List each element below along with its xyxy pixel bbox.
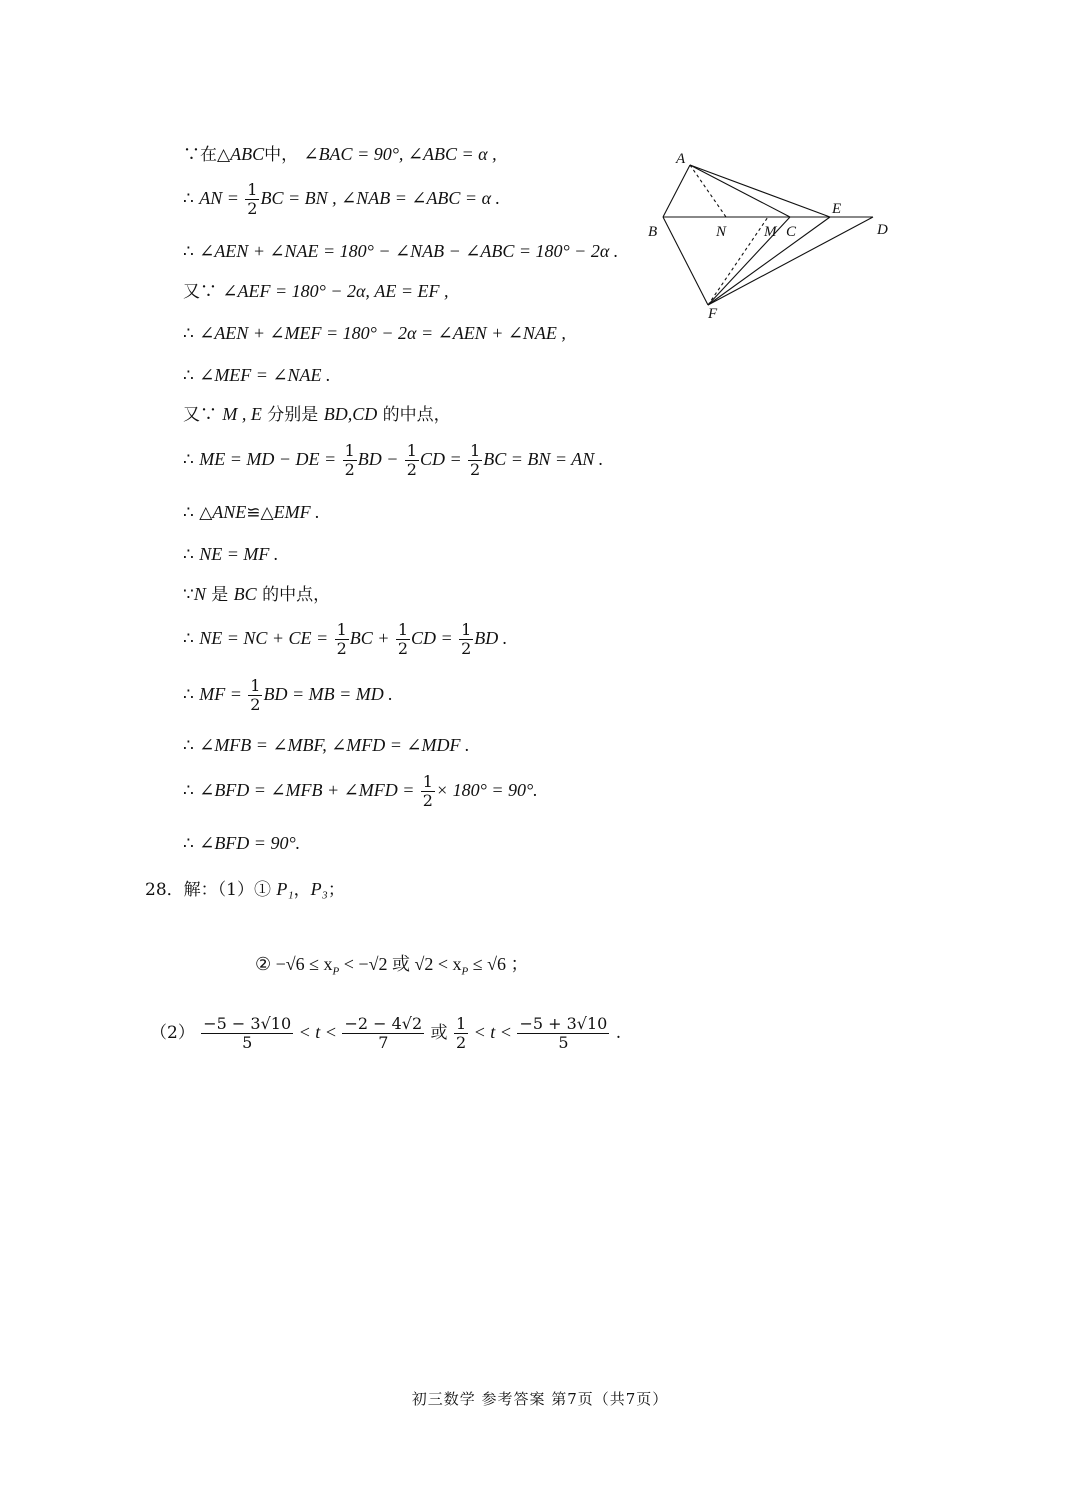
- me-term-2: CD =: [419, 449, 462, 469]
- q28-sep: ，: [293, 880, 311, 900]
- proof-line-11: [183, 585, 330, 604]
- fraction-half: [459, 622, 473, 657]
- line-16-pre: ∴: [183, 834, 200, 854]
- segment-an-dashed: [690, 165, 726, 217]
- f4-num: −5 + 3√10: [519, 1014, 608, 1033]
- proof-line-12: [183, 622, 507, 657]
- me-term-1: BD −: [357, 449, 399, 469]
- proof-line-3: [183, 242, 618, 261]
- line-10-pre: ∴: [183, 545, 200, 565]
- line-1-math: ABC: [230, 144, 265, 164]
- ne-term-2: CD =: [411, 628, 453, 648]
- f4-den: 5: [558, 1033, 569, 1052]
- line-2-pre: ∴: [183, 189, 200, 209]
- f3-num: 1: [455, 1014, 467, 1033]
- segment-bf: [663, 217, 708, 305]
- line-4-pre: 又∵: [183, 282, 223, 302]
- f1-den: 5: [242, 1033, 253, 1052]
- fraction-half: [335, 622, 349, 657]
- line-11-post: 的中点，: [256, 585, 331, 605]
- segment-ae: [690, 165, 830, 217]
- q28-p1: P₁: [276, 879, 294, 899]
- frac-num: 1: [336, 620, 347, 639]
- label-f: F: [708, 306, 718, 322]
- lt-t-2: < t <: [469, 1022, 517, 1042]
- line-15-math: ∠BFD = ∠MFB + ∠MFD =: [199, 780, 415, 800]
- frac-num: 1: [470, 441, 481, 460]
- mf-tail: BD = MB = MD .: [263, 684, 393, 704]
- line-1-pre: ∵在△: [183, 145, 231, 165]
- line-3-pre: ∴: [183, 242, 200, 262]
- line-1-tail: ∠BAC = 90°, ∠ABC = α ,: [303, 144, 497, 164]
- q28-part3-label: （2）: [150, 1023, 195, 1043]
- frac-den: 2: [344, 460, 355, 479]
- fraction-half: [343, 443, 357, 478]
- period: .: [610, 1023, 622, 1043]
- line-11-pre: ∵: [183, 585, 194, 605]
- frac-num: 1: [461, 620, 472, 639]
- line-11-tail: BC: [233, 584, 257, 604]
- frac-den: 2: [470, 460, 481, 479]
- line-10-math: NE = MF .: [199, 544, 279, 564]
- line-9-tail: EMF .: [273, 502, 320, 522]
- f1-num: −5 − 3√10: [203, 1014, 292, 1033]
- f3-den: 2: [455, 1033, 467, 1052]
- q28-end: ；: [327, 880, 345, 900]
- fraction-half: [245, 182, 259, 217]
- q28-line-3: [150, 1016, 621, 1051]
- proof-line-6: [183, 366, 331, 385]
- line-7-mid: 分别是: [261, 405, 324, 425]
- frac-den: 2: [461, 639, 472, 658]
- line-9-mid: ≌△: [246, 503, 274, 523]
- frac-num: 1: [247, 180, 258, 199]
- line-13-pre: ∴: [183, 685, 200, 705]
- f2-num: −2 − 4√2: [344, 1014, 423, 1033]
- fraction-half: [248, 678, 262, 713]
- fraction-half: [396, 622, 410, 657]
- proof-line-5: [183, 324, 566, 343]
- fraction-2: [342, 1016, 424, 1051]
- proof-line-7: [183, 405, 451, 424]
- frac-den: 2: [422, 791, 433, 810]
- line-2-math: AN =: [199, 188, 239, 208]
- fraction-3: [454, 1016, 468, 1051]
- frac-num: 1: [250, 676, 261, 695]
- fraction-1: [201, 1016, 293, 1051]
- line-2-tail: BC = BN , ∠NAB = ∠ABC = α .: [260, 188, 501, 208]
- q28-part2-c: ≤ √6 ；: [468, 954, 529, 974]
- line-12-pre: ∴: [183, 629, 200, 649]
- line-4-math: ∠AEF = 180° − 2α, AE = EF ,: [222, 281, 449, 301]
- proof-line-1: [183, 145, 497, 164]
- line-14-pre: ∴: [183, 736, 200, 756]
- segment-ab: [663, 165, 690, 217]
- line-6-pre: ∴: [183, 366, 200, 386]
- line-7-math: M , E: [222, 404, 262, 424]
- proof-line-14: [183, 736, 469, 755]
- line-8-math: ME = MD − DE =: [199, 449, 337, 469]
- frac-num: 1: [397, 620, 409, 639]
- line-5-math: ∠AEN + ∠MEF = 180° − 2α = ∠AEN + ∠NAE ,: [199, 323, 566, 343]
- bfd-tail: × 180° = 90°.: [435, 780, 538, 800]
- q28-part2-a: ② −√6 ≤ x: [255, 954, 333, 974]
- proof-line-8: [183, 443, 603, 478]
- proof-line-4: [183, 282, 449, 301]
- ne-term-1: BC +: [349, 628, 390, 648]
- line-11-mid: 是: [205, 585, 234, 605]
- line-6-math: ∠MEF = ∠NAE .: [199, 365, 331, 385]
- segment-ac: [690, 165, 790, 217]
- proof-line-13: [183, 678, 393, 713]
- frac-den: 2: [406, 460, 417, 479]
- line-1-mid: 中，: [264, 145, 299, 165]
- frac-num: 1: [422, 772, 433, 791]
- me-term-3: BC = BN = AN .: [483, 449, 604, 469]
- proof-line-15: [183, 774, 538, 809]
- fraction-4: [517, 1016, 609, 1051]
- label-c: C: [786, 224, 797, 240]
- fraction-half: [405, 443, 419, 478]
- fraction-half: [421, 774, 435, 809]
- frac-den: 2: [250, 695, 261, 714]
- line-9-pre: ∴ △: [183, 503, 213, 523]
- line-16-math: ∠BFD = 90°.: [199, 833, 301, 853]
- page-footer: 初三数学 参考答案 第7页（共7页）: [411, 1390, 669, 1408]
- line-3-math: ∠AEN + ∠NAE = 180° − ∠NAB − ∠ABC = 180° − 2α .: [199, 241, 619, 261]
- lt-t-1: < t <: [294, 1022, 342, 1042]
- line-5-pre: ∴: [183, 324, 200, 344]
- huo: 或: [425, 1023, 453, 1043]
- line-7-tail: BD,CD: [323, 404, 378, 424]
- geometry-figure: [640, 140, 910, 330]
- q28-part2-b: < −√2 或 √2 < x: [339, 954, 462, 974]
- q28-line-2: [255, 955, 529, 977]
- label-d: D: [877, 222, 888, 238]
- f2-den: 7: [378, 1033, 389, 1052]
- line-9-math: ANE: [212, 502, 247, 522]
- label-n: N: [716, 224, 727, 240]
- line-12-math: NE = NC + CE =: [199, 628, 329, 648]
- q28-label: 28．解：（1）①: [145, 880, 277, 900]
- fraction-half: [468, 443, 482, 478]
- proof-line-2: [183, 182, 500, 217]
- q28-part2-sub-1: P: [332, 965, 340, 978]
- frac-den: 2: [336, 639, 347, 658]
- frac-den: 2: [397, 639, 409, 658]
- q28-part2-sub-2: P: [461, 965, 469, 978]
- proof-line-10: [183, 545, 278, 564]
- ne-term-3: BD .: [474, 628, 508, 648]
- line-13-math: MF =: [199, 684, 242, 704]
- frac-den: 2: [247, 199, 258, 218]
- q28-p3: P₃: [310, 879, 328, 899]
- label-a: A: [676, 151, 686, 167]
- line-7-post: 的中点，: [377, 405, 451, 425]
- line-15-pre: ∴: [183, 781, 200, 801]
- line-11-math: N: [193, 584, 206, 604]
- line-8-pre: ∴: [183, 450, 200, 470]
- label-e: E: [832, 201, 842, 217]
- line-14-math: ∠MFB = ∠MBF, ∠MFD = ∠MDF .: [199, 735, 470, 755]
- line-7-pre: 又∵: [183, 405, 223, 425]
- frac-num: 1: [406, 441, 417, 460]
- label-b: B: [648, 224, 658, 240]
- proof-line-16: [183, 834, 300, 853]
- proof-line-9: [183, 503, 320, 522]
- q28-line-1: [145, 880, 345, 899]
- label-m: M: [764, 224, 777, 240]
- frac-num: 1: [344, 441, 355, 460]
